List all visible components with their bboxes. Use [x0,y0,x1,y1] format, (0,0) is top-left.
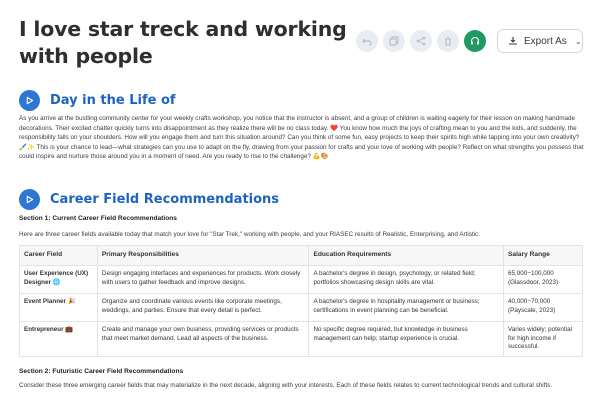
headset-icon[interactable] [464,30,486,52]
section2-intro: Consider these three emerging career fields that may materialize in the next decade, aligning with your interests. Each of these fields relates to current technological trends and cultural shifts. [19,382,553,389]
career-field-cell: Entrepreneur 💼 [20,321,98,356]
column-header: Education Requirements [309,246,504,266]
career-recs-heading [19,189,279,210]
column-header: Primary Responsibilities [97,246,309,266]
copy-icon[interactable] [383,30,405,52]
share-icon[interactable] [410,30,432,52]
undo-icon[interactable] [356,30,378,52]
career-field-cell: User Experience (UX) Designer 🌐 [20,265,98,293]
responsibilities-cell: Create and manage your own business, providing services or products that meet market demand. Lead all aspects of the business. [97,321,309,356]
salary-cell: 65,000−100,000 (Glassdoor, 2023) [504,265,583,293]
day-in-life-heading [19,90,176,111]
education-cell: A bachelor's degree in design, psychology, or related field; portfolios showcasing design skills are vital. [309,265,504,293]
delete-icon[interactable] [437,30,459,52]
column-header: Career Field [20,246,98,266]
section1-intro: Here are three career fields available today that match your love for "Star Trek," working with people, and your RIASEC results of Realistic, Enterprising, and Artistic. [19,231,481,238]
toolbar [356,30,491,52]
career-field-cell: Event Planner 🎉 [20,293,98,321]
export-button[interactable] [497,29,583,53]
section-title: Career Field Recommendations [50,192,280,207]
section2-title: Section 2: Futuristic Career Field Recommendations [19,368,184,375]
play-icon[interactable] [19,90,40,111]
responsibilities-cell: Design engaging interfaces and experiences for products. Work closely with users to gather feedback and improve designs. [97,265,309,293]
table-header-row [20,246,583,266]
section1-title: Section 1: Current Career Field Recommendations [19,215,177,222]
career-table [19,245,583,357]
play-icon[interactable] [19,189,40,210]
column-header: Salary Range [504,246,583,266]
responsibilities-cell: Organize and coordinate various events like corporate meetings, weddings, and parties. Ensure that every detail is perfect. [97,293,309,321]
export-label: Export As [524,35,567,47]
page-title: I love star treck and working with people [19,17,347,68]
salary-cell: Varies widely; potential for high income if successful. [504,321,583,356]
section-title: Day in the Life of [50,93,176,108]
table-row [20,321,583,356]
table-row [20,265,583,293]
education-cell: A bachelor's degree in hospitality management or business; certifications in event planning can be beneficial. [309,293,504,321]
salary-cell: 40,000−70,000 (Payscale, 2023) [504,293,583,321]
chevron-down-icon: ⌄ [574,36,582,46]
table-row [20,293,583,321]
download-icon [508,36,518,46]
education-cell: No specific degree required, but knowledge in business management can help; startup experience is crucial. [309,321,504,356]
day-in-life-text: As you arrive at the bustling community center for your weekly crafts workshop, you notice that the instructor is absent, and a group of children is waiting eagerly for their lesson on making handmade decorations. Their excited chatter quickly turns into disappointment as they realize there will be no class today. ❤️ You know how much the joys of crafting mean to you and the kids, and suddenly, the responsibility falls on your shoulders. How will you engage them and turn this situation around? Can you think of some fun, easy projects to keep their spirits high while tapping into your own creativity? 🖌️✨ This is your chance to lead—what strategies can you use to adapt on the fly, drawing from your passion for crafts and your love of working with people? Reflect on what strengths you possess that could inspire and nurture those around you in a moment of need. Are you ready to rise to the challenge? 💪🎨 [19,115,584,160]
